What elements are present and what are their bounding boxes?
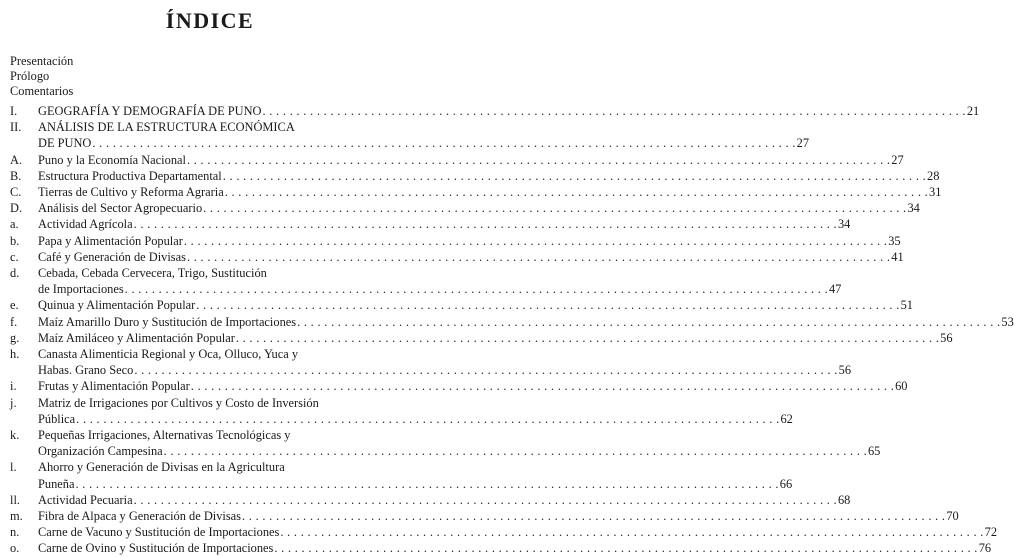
toc-entry-marker: e.: [10, 298, 19, 313]
toc-entry[interactable]: [10, 508, 959, 524]
toc-entry-line: [38, 524, 997, 540]
toc-entry-body: [38, 346, 851, 378]
dot-leader: [242, 508, 945, 524]
toc-entry-line: [38, 168, 939, 184]
toc-entry-marker: f.: [10, 314, 18, 329]
toc-entry[interactable]: [10, 216, 851, 232]
toc-entry[interactable]: [10, 103, 980, 119]
toc-entry-marker: k.: [10, 428, 20, 443]
dot-leader: [225, 184, 928, 200]
toc-entry-line: [38, 135, 809, 151]
toc-entry-line: [38, 476, 792, 492]
toc-entry-body: [38, 492, 850, 508]
toc-entry-marker: I.: [10, 104, 18, 118]
dot-leader: [297, 314, 1000, 330]
dot-leader: [236, 330, 939, 346]
toc-entry-title: Estructura Productiva Departamental: [38, 168, 222, 183]
toc-entry-line: [38, 362, 851, 378]
toc-entry-marker: o.: [10, 541, 20, 556]
toc-page-number: 66: [779, 476, 793, 491]
toc-entry-title: Quinua y Alimentación Popular: [38, 298, 196, 313]
toc-entry-title: ANÁLISIS DE LA ESTRUCTURA ECONÓMICA: [38, 120, 295, 135]
toc-entry-title: Ahorro y Generación de Divisas en la Agricultura: [38, 460, 285, 475]
toc-entry-body: [38, 200, 920, 216]
dot-leader: [187, 152, 890, 168]
toc-entry-body: [38, 314, 1014, 330]
toc-page-number: 68: [837, 492, 851, 507]
dot-leader: [76, 411, 779, 427]
toc-entry[interactable]: [10, 168, 940, 184]
dot-leader: [134, 362, 837, 378]
toc-entry-title: Café y Generación de Divisas: [38, 249, 186, 264]
toc-entry[interactable]: [10, 346, 852, 378]
toc-entry-line: [38, 184, 941, 200]
toc-entry-body: [38, 184, 941, 200]
toc-entry[interactable]: [10, 119, 810, 151]
toc-entry-line: [38, 281, 841, 297]
toc-entry-marker: a.: [10, 217, 19, 232]
toc-entry-line: [38, 297, 913, 313]
toc-entry-marker: A.: [10, 152, 23, 167]
toc-page-number: 60: [895, 379, 908, 394]
toc-entry-body: [38, 508, 959, 524]
toc-entry-body: [38, 119, 809, 151]
toc-entry-title: Habas. Grano Seco: [38, 363, 134, 378]
toc-entry-marker: n.: [10, 525, 20, 540]
toc-entry-marker: c.: [10, 249, 19, 264]
toc-entry-marker: h.: [10, 347, 20, 362]
toc-entry-title: Cebada, Cebada Cervecera, Trigo, Sustitución: [38, 266, 267, 281]
toc-page-number: 34: [837, 217, 851, 232]
toc-entry-title: Pública: [38, 411, 76, 426]
toc-page-number: 56: [838, 363, 852, 378]
toc-entry-title: Maíz Amiláceo y Alimentación Popular: [38, 330, 235, 345]
toc-entry[interactable]: [10, 152, 904, 168]
toc-entry-title: Frutas y Alimentación Popular: [38, 379, 190, 394]
toc-entry-title: Papa y Alimentación Popular: [38, 233, 183, 248]
toc-page-number: 27: [796, 136, 810, 151]
dot-leader: [125, 281, 828, 297]
toc-entry[interactable]: [10, 265, 842, 297]
toc-page-number: 41: [891, 249, 904, 264]
toc-page-number: 47: [828, 282, 842, 297]
toc-entry[interactable]: [10, 459, 793, 491]
dot-leader: [263, 103, 966, 119]
toc-entry-body: [38, 249, 904, 265]
toc-entry-line: [38, 152, 904, 168]
toc-entry-body: [38, 378, 907, 394]
toc-entry[interactable]: [10, 314, 1014, 330]
toc-entry-line: [38, 330, 953, 346]
toc-entry-body: [38, 330, 953, 346]
toc-page-number: 53: [1001, 314, 1014, 329]
toc-entry-title: Matriz de Irrigaciones por Cultivos y Costo de Inversión: [38, 395, 319, 410]
toc-page-number: 65: [867, 444, 881, 459]
toc-entry[interactable]: [10, 378, 908, 394]
toc-entry-body: [38, 168, 939, 184]
front-matter-item: Comentarios: [10, 84, 74, 98]
toc-entry-title: DE PUNO: [38, 136, 92, 151]
toc-page-number: 27: [891, 152, 904, 167]
toc-entry-line: [38, 103, 979, 119]
toc-entry-title: Actividad Agrícola: [38, 217, 133, 232]
toc-page-number: 70: [946, 509, 959, 524]
toc-page-number: 28: [927, 168, 940, 183]
toc-entry-title: Carne de Vacuno y Sustitución de Importaciones: [38, 525, 280, 540]
toc-entry-line: [38, 508, 959, 524]
dot-leader: [280, 524, 983, 540]
toc-entry-body: [38, 152, 904, 168]
toc-entry[interactable]: [10, 395, 793, 427]
toc-entry-body: [38, 395, 793, 427]
toc-page-number: 31: [929, 185, 942, 200]
toc-entry-marker: g.: [10, 330, 20, 345]
dot-leader: [274, 540, 977, 556]
front-matter-item: Presentación: [10, 54, 74, 68]
toc-entry[interactable]: [10, 427, 881, 459]
dot-leader: [134, 216, 837, 232]
toc-entry[interactable]: [10, 200, 920, 216]
toc-entry-title: Actividad Pecuaria: [38, 492, 133, 507]
toc-entry-line: [38, 249, 904, 265]
toc-entry[interactable]: [10, 249, 904, 265]
toc-entry-title: Organización Campesina: [38, 444, 163, 459]
toc-entry-title: Canasta Alimenticia Regional y Oca, Olluco, Yuca y: [38, 347, 299, 362]
toc-entry-title: Pequeñas Irrigaciones, Alternativas Tecnológicas y: [38, 428, 291, 443]
toc-page-number: 51: [900, 298, 913, 313]
toc-entry[interactable]: [10, 330, 953, 346]
toc-entry-marker: i.: [10, 379, 17, 394]
toc-entry[interactable]: [10, 297, 913, 313]
toc-entry-line: [38, 411, 793, 427]
toc-entry-body: [38, 103, 979, 119]
toc-entry-marker: l.: [10, 460, 17, 475]
dot-leader: [191, 378, 894, 394]
toc-entry-line: [38, 540, 991, 556]
toc-entry-title: Análisis del Sector Agropecuario: [38, 201, 203, 216]
toc-entry-title: Fibra de Alpaca y Generación de Divisas: [38, 509, 241, 524]
toc-entry-marker: II.: [10, 120, 22, 135]
toc-entry-line: [38, 314, 1014, 330]
toc-entry-marker: D.: [10, 201, 23, 216]
toc-entry-body: [38, 524, 997, 540]
dot-leader: [203, 200, 906, 216]
toc-entry-line: [38, 233, 901, 249]
toc-page-number: 56: [940, 330, 953, 345]
toc-entry-title: Puno y la Economía Nacional: [38, 152, 186, 167]
table-of-contents: [10, 103, 1014, 557]
toc-entry-body: [38, 216, 850, 232]
toc-entry-line: [38, 492, 850, 508]
toc-entry[interactable]: [10, 233, 901, 249]
toc-entry-title: GEOGRAFÍA Y DEMOGRAFÍA DE PUNO: [38, 104, 262, 118]
toc-entry-line: [38, 216, 850, 232]
toc-entry-title: Maíz Amarillo Duro y Sustitución de Importaciones: [38, 314, 297, 329]
toc-entry[interactable]: [10, 492, 851, 508]
toc-entry-marker: ll.: [10, 492, 20, 507]
dot-leader: [92, 135, 795, 151]
toc-entry-marker: m.: [10, 509, 23, 524]
toc-entry-marker: d.: [10, 266, 20, 281]
toc-entry-marker: b.: [10, 233, 20, 248]
toc-entry-body: [38, 265, 841, 297]
toc-page-number: 21: [966, 104, 980, 118]
toc-entry-body: [38, 233, 901, 249]
front-matter-item: Prólogo: [10, 69, 50, 83]
front-matter: [10, 54, 73, 99]
dot-leader: [196, 297, 899, 313]
toc-page-number: 34: [907, 201, 920, 216]
toc-entry-line: [38, 378, 907, 394]
toc-entry-body: [38, 540, 991, 556]
dot-leader: [223, 168, 926, 184]
toc-entry-marker: B.: [10, 168, 22, 183]
toc-entry-title: de Importaciones: [38, 282, 124, 297]
toc-entry-body: [38, 459, 792, 491]
dot-leader: [184, 233, 887, 249]
dot-leader: [75, 476, 778, 492]
dot-leader: [187, 249, 890, 265]
toc-page-number: 62: [780, 411, 793, 426]
toc-entry-marker: j.: [10, 395, 17, 410]
toc-entry[interactable]: [10, 524, 998, 540]
toc-entry-title: Puneña: [38, 476, 75, 491]
toc-entry[interactable]: [10, 540, 992, 556]
index-heading: ÍNDICE: [165, 8, 255, 33]
toc-entry[interactable]: [10, 184, 942, 200]
toc-page-number: 35: [888, 233, 901, 248]
dot-leader: [134, 492, 837, 508]
toc-entry-line: [38, 443, 880, 459]
toc-entry-line: [38, 200, 920, 216]
toc-entry-title: Tierras de Cultivo y Reforma Agraria: [38, 185, 224, 200]
toc-entry-body: [38, 297, 913, 313]
toc-entry-marker: C.: [10, 185, 22, 200]
dot-leader: [164, 443, 867, 459]
toc-page-number: 72: [984, 525, 998, 540]
toc-entry-body: [38, 427, 880, 459]
toc-page-number: 76: [978, 541, 992, 556]
toc-entry-title: Carne de Ovino y Sustitución de Importaciones: [38, 541, 274, 556]
